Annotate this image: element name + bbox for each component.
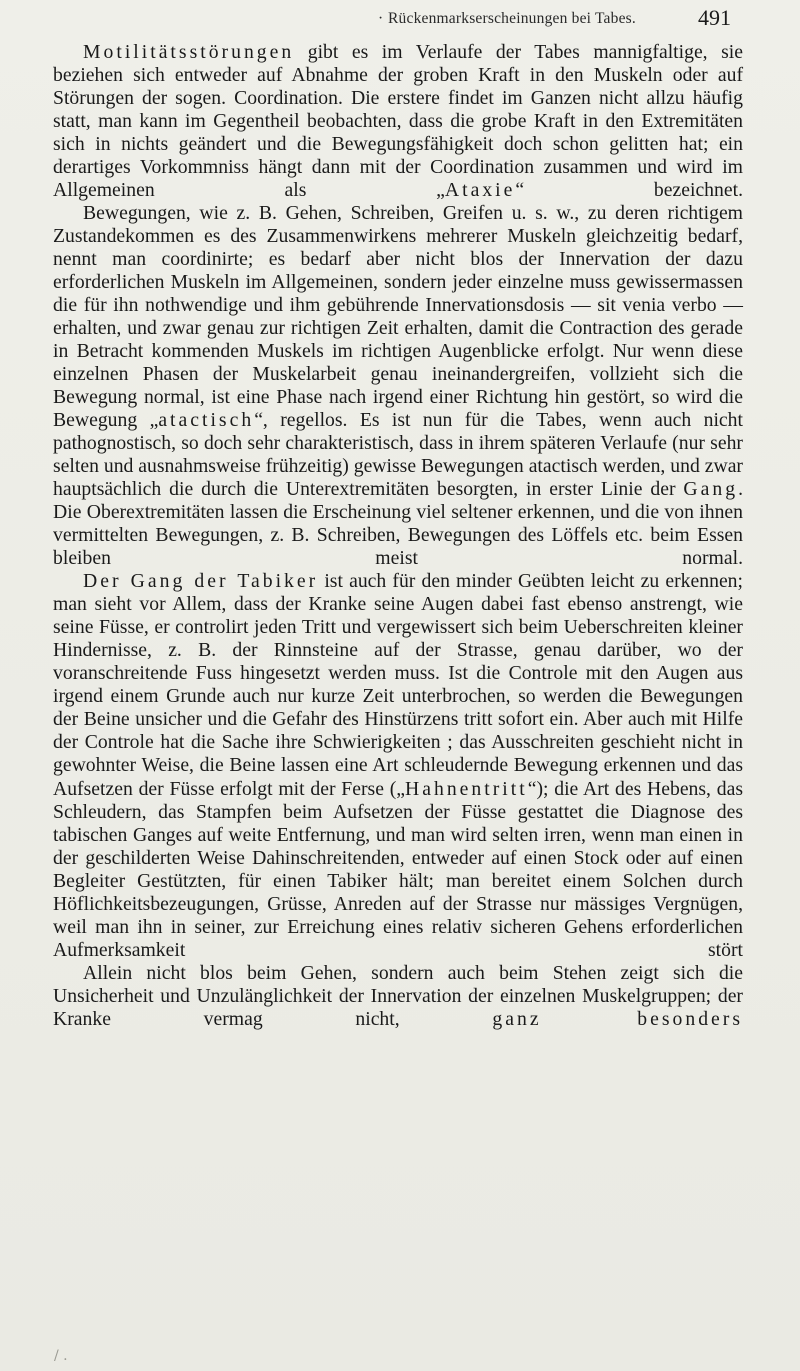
paragraph-gait <box>53 570 743 961</box>
running-head-dot: · <box>378 10 384 27</box>
paragraph-text: “); die Art des Hebens, das Schleudern, das Stampfen beim Aufsetzen der Füsse gestattet die Diagnose des tabischen Ganges auf weite Entfernung, und man wird selten irren, wenn man einen in der geschilderten Weise Dahinschreitenden, entweder auf einen Stock oder auf einen Begleiter Gestützten, für einen Tabiker hält; man bereitet einem Solchen durch Höflichkeitsbezeugungen, Grüsse, Anreden auf der Strasse nur mässiges Vergnügen, weil man ihn in seiner, zur Erreichung eines relativ sicheren Gehens erforderlichen Aufmerksamkeit stört <box>53 777 743 961</box>
paragraph-text: Bewegungen, wie z. B. Gehen, Schreiben, Greifen u. s. w., zu deren richtigem Zustandekommen es des Zusammenwirkens mehrerer Muskeln gleichzeitig bedarf, nennt man coordinirte; es bedarf aber nicht blos der Innervation der dazu erforderlichen Muskeln im Allgemeinen, sondern jeder einzelne muss gewissermassen die für ihn nothwendige und ihm gebührende Innervationsdosis — sit venia verbo — erhalten, und zwar genau zur richtigen Zeit erhalten, damit die Contraction des gerade in Betracht kommenden Muskels im richtigen Augenblicke erfolgt. Nur wenn diese einzelnen Phasen der Muskelarbeit genau ineinandergreifen, vollzieht sich die Bewegung normal, ist eine Phase nach irgend einer Richtung hin gestört, so wird die Bewegung „ <box>53 202 743 432</box>
emphasis-ganz-besonders: ganz besonders <box>492 1007 743 1030</box>
paragraph-text: gibt es im Verlaufe der Tabes mannigfaltige, sie beziehen sich entweder auf Abnahme der groben Kraft in den Muskeln oder auf Störungen der sogen. Coordination. Die erstere findet im Ganzen nicht allzu häufig statt, man kann im Gegentheil beobachten, dass die grobe Kraft in den Extremitäten sich in nichts geändert und die Bewegungsfähigkeit doch schon gelitten hat; ein derartiges Vorkommniss hängt dann mit der Coordination zusammen und wird im Allgemeinen als „ <box>53 41 743 202</box>
emphasis-atactisch: atactisch <box>158 409 255 432</box>
emphasis-hahnentritt: Hahnentritt <box>405 777 528 800</box>
stray-print-mark: / . <box>54 1348 68 1364</box>
paragraph-coordination <box>53 202 743 570</box>
paragraph-text: . Die Oberextremitäten lassen die Erscheinung viel seltener erkennen, und die von ihnen vermittelten Bewegungen, z. B. Schreiben, Bewegungen des Löffels etc. beim Essen bleiben meist normal. <box>53 478 743 570</box>
paragraph-text: Allein nicht blos beim Gehen, sondern auch beim Stehen zeigt sich die Unsicherheit und Unzulänglichkeit der Innervation der einzelnen Muskelgruppen; der Kranke vermag nicht, <box>53 961 743 1030</box>
running-title: Rückenmarkserscheinungen bei Tabes. <box>388 10 636 27</box>
emphasis-gang: Gang <box>683 478 739 501</box>
paragraph-text: “, regellos. Es ist nun für die Tabes, wenn auch nicht pathognostisch, so doch sehr charakteristisch, dass in ihrem späteren Verlaufe (nur sehr selten und ausnahmsweise frühzeitig) gewisse Bewegungen atactisch werden, und zwar hauptsächlich die durch die Unterextremitäten besorgten, in erster Linie der <box>53 409 743 501</box>
paragraph-standing <box>53 962 743 1031</box>
body-text <box>53 41 743 1031</box>
paragraph-motility <box>53 41 743 202</box>
running-head <box>378 10 636 28</box>
emphasis-motilitaetsstoerungen: Motilitätsstörungen <box>83 41 295 63</box>
page-number: 491 <box>698 5 731 30</box>
emphasis-ataxie: Ataxie <box>444 179 516 202</box>
emphasis-gang-der-tabiker: Der Gang der Tabiker <box>83 570 319 593</box>
paragraph-text: ist auch für den minder Geübten leicht zu erkennen; man sieht vor Allem, dass der Kranke seine Augen dabei fast ebenso anstrengt, wie seine Füsse, er controlirt jeden Tritt und vergewissert sich beim Ueberschreiten kleiner Hindernisse, z. B. der Rinnsteine auf der Strasse, genau darüber, wo der voranschreitende Fuss hingesetzt werden muss. Ist die Controle mit den Augen aus irgend einem Grunde auch nur kurze Zeit unterbrochen, so werden die Bewegungen der Beine unsicher und die Gefahr des Hinstürzens tritt sofort ein. Aber auch mit Hilfe der Controle hat die Sache ihre Schwierigkeiten ; das Ausschreiten geschieht nicht in gewohnter Weise, die Beine lassen eine Art schleudernde Bewegung erkennen und das Aufsetzen der Füsse erfolgt mit der Ferse („ <box>53 570 743 800</box>
paragraph-text: “ bezeichnet. <box>515 179 743 202</box>
